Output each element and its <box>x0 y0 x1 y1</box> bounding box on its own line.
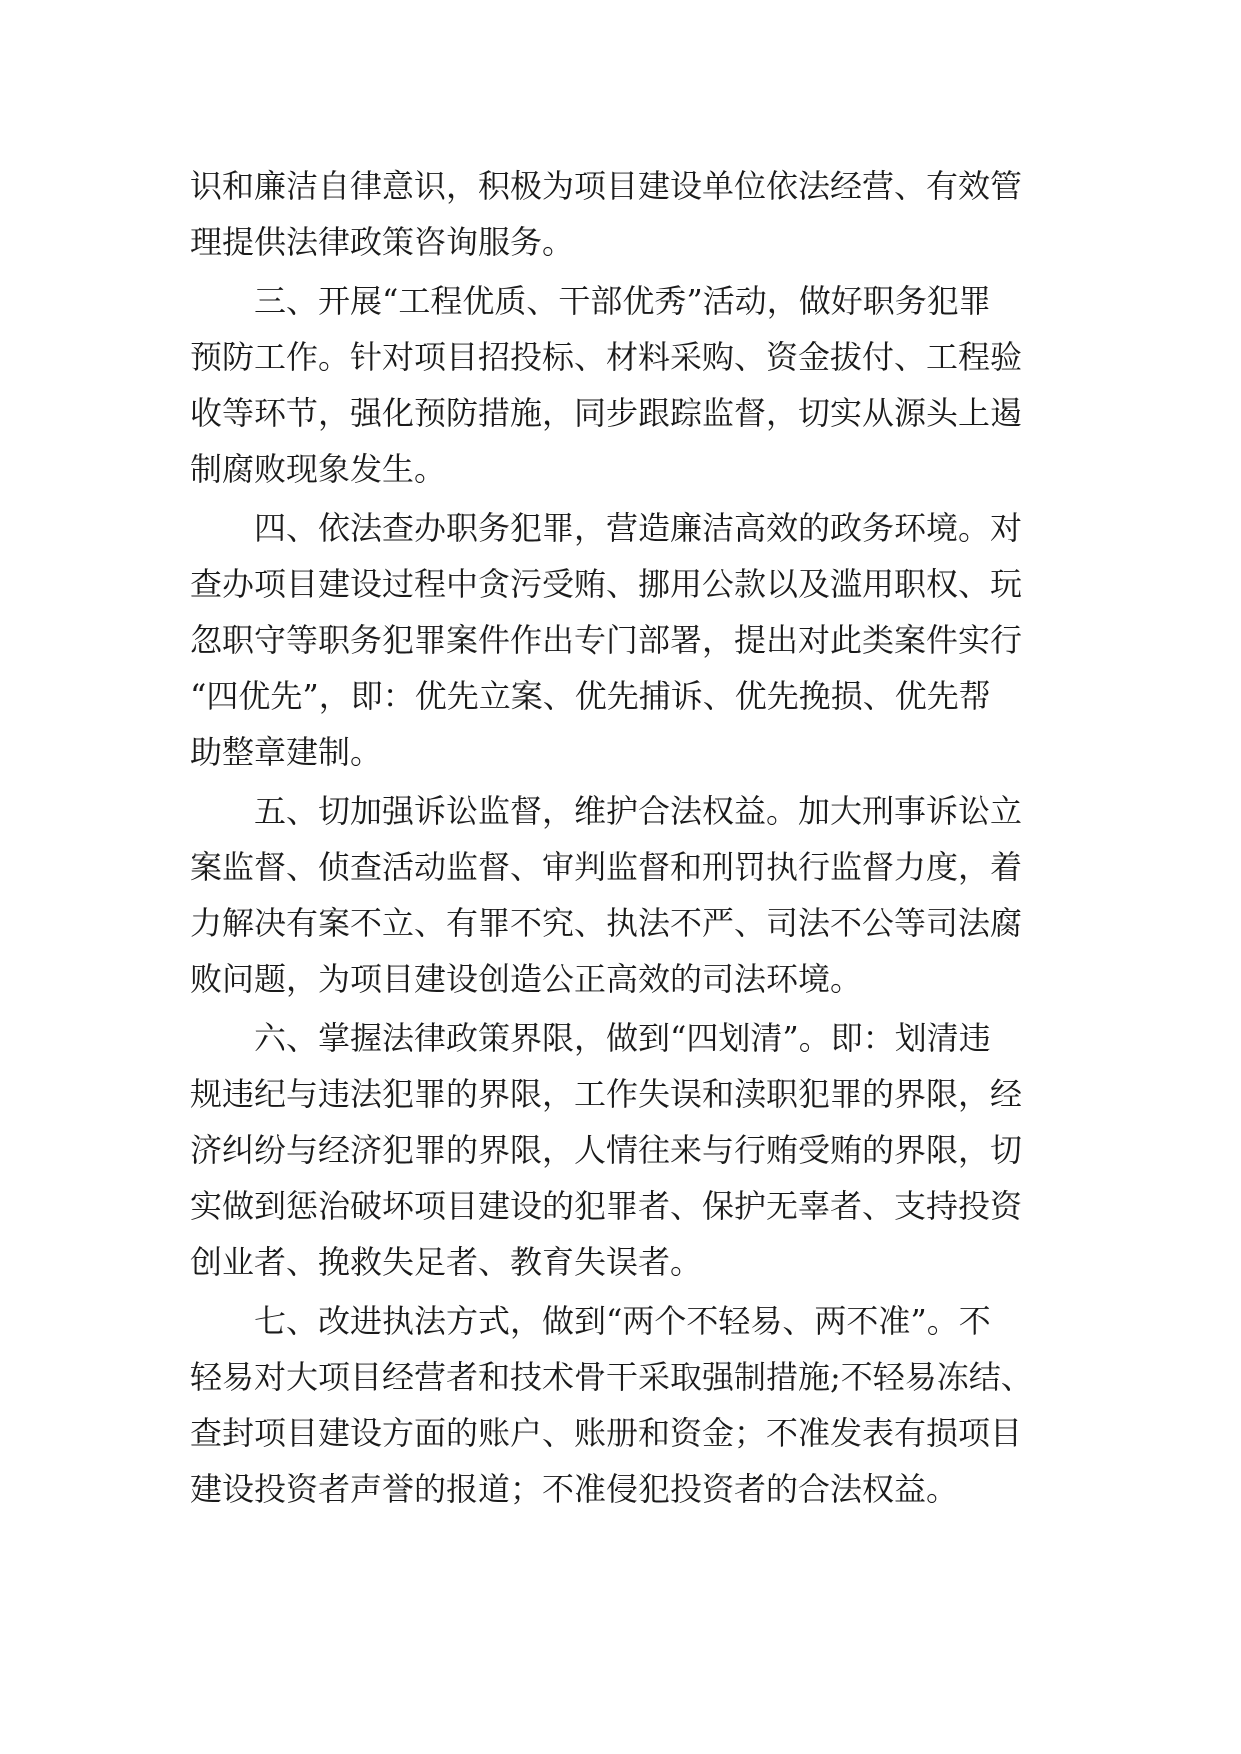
text-line: 七、改进执法方式，做到“两个不轻易、两不准”。不 <box>254 1302 991 1340</box>
text-line: 预防工作。针对项目招投标、材料采购、资金拔付、工程验 <box>190 338 1023 376</box>
text-line: 助整章建制。 <box>190 733 383 771</box>
document-body <box>190 158 1050 1520</box>
text-line: 实做到惩治破坏项目建设的犯罪者、保护无辜者、支持投资 <box>190 1187 1023 1225</box>
text-line: 案监督、侦查活动监督、审判监督和刑罚执行监督力度，着 <box>190 848 1023 886</box>
text-line: 五、切加强诉讼监督，维护合法权益。加大刑事诉讼立 <box>254 792 1023 830</box>
text-line: 查封项目建设方面的账户、账册和资金；不准发表有损项目 <box>190 1414 1023 1452</box>
text-line: “四优先”，即：优先立案、优先捕诉、优先挽损、优先帮 <box>190 677 991 715</box>
text-line: 建设投资者声誉的报道；不准侵犯投资者的合法权益。 <box>190 1470 959 1508</box>
text-line: 查办项目建设过程中贪污受贿、挪用公款以及滥用职权、玩 <box>190 565 1023 603</box>
text-line: 四、依法查办职务犯罪，营造廉洁高效的政务环境。对 <box>254 509 1023 547</box>
text-line: 力解决有案不立、有罪不究、执法不严、司法不公等司法腐 <box>190 904 1023 942</box>
text-line: 三、开展“工程优质、干部优秀”活动，做好职务犯罪 <box>254 282 991 320</box>
text-line: 败问题，为项目建设创造公正高效的司法环境。 <box>190 960 863 998</box>
text-line: 理提供法律政策咨询服务。 <box>190 223 575 261</box>
text-line: 收等环节，强化预防措施，同步跟踪监督，切实从源头上遏 <box>190 394 1023 432</box>
text-line: 轻易对大项目经营者和技术骨干采取强制措施;不轻易冻结、 <box>190 1358 1033 1396</box>
text-line: 忽职守等职务犯罪案件作出专门部署，提出对此类案件实行 <box>190 621 1023 659</box>
text-line: 制腐败现象发生。 <box>190 450 447 488</box>
text-line: 创业者、挽救失足者、教育失误者。 <box>190 1243 703 1281</box>
text-line: 六、掌握法律政策界限，做到“四划清”。即：划清违 <box>254 1019 991 1057</box>
text-line: 济纠纷与经济犯罪的界限，人情往来与行贿受贿的界限，切 <box>190 1131 1023 1169</box>
text-line: 规违纪与违法犯罪的界限，工作失误和渎职犯罪的界限，经 <box>190 1075 1023 1113</box>
text-line: 识和廉洁自律意识，积极为项目建设单位依法经营、有效管 <box>190 167 1023 205</box>
